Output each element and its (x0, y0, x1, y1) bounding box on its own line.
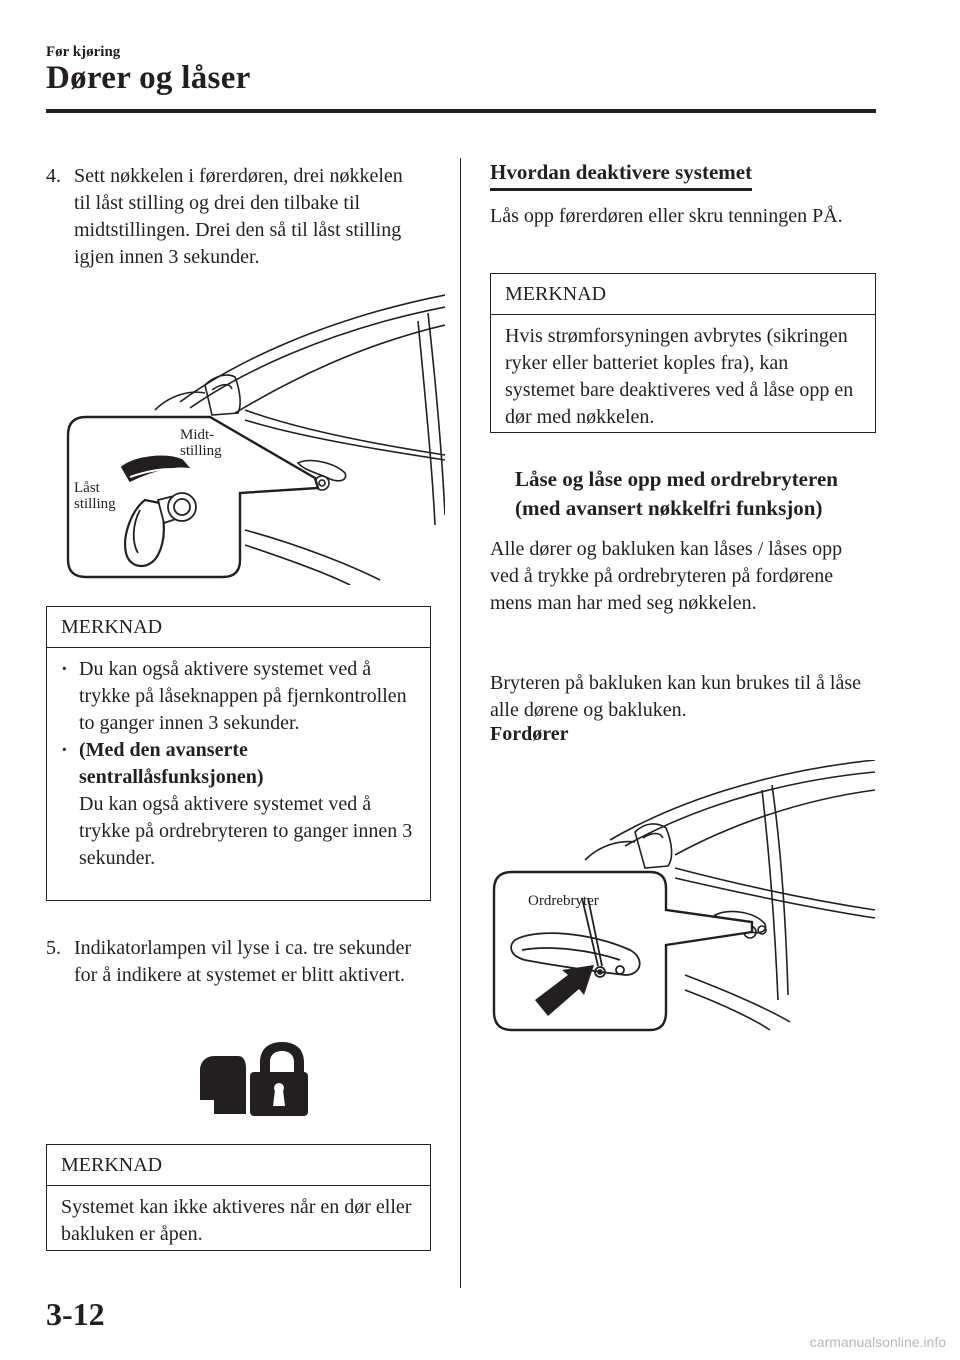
note-box-1 (46, 606, 431, 901)
step-5 (46, 935, 421, 989)
subheading: Låse og låse opp med ordrebryteren (med avansert nøkkelfri funksjon) (515, 467, 838, 520)
page-number: 3-12 (46, 1296, 105, 1332)
note-bullet-2 (61, 737, 416, 872)
paragraph-request-switch: Alle dører og bakluken kan låses / låses opp ved å trykke på ordrebryteren på fordørene mens man har med seg nøkkelen. (490, 538, 843, 614)
note-heading: MERKNAD (47, 1145, 430, 1186)
figure-request-switch (490, 760, 875, 1035)
note-box-2 (46, 1144, 431, 1251)
note-heading: MERKNAD (47, 607, 430, 648)
bullet-text: Du kan også aktivere systemet ved å trykke på ordrebryteren to ganger innen 3 sekunder. (79, 793, 413, 869)
watermark: carmanualsonline.info (809, 1334, 946, 1350)
column-divider (460, 158, 461, 1288)
bullet-dot: · (61, 658, 68, 680)
note-text: Hvis strømforsyningen avbrytes (sikringen ryker eller batteriet koples fra), kan systemet bare deaktiveres ved å låse opp en dør med nøkkelen. (505, 325, 854, 428)
paragraph-liftgate: Bryteren på bakluken kan kun brukes til å låse alle dørene og bakluken. (490, 672, 861, 721)
paragraph-deactivate: Lås opp førerdøren eller skru tenningen PÅ. (490, 205, 843, 227)
door-illustration (60, 285, 445, 585)
step-4 (46, 163, 416, 271)
note-bullet-1 (61, 656, 416, 737)
note-heading: MERKNAD (491, 274, 875, 315)
label-mid-position: Midt- stilling (180, 427, 222, 459)
figure-key-cylinder (60, 285, 445, 585)
header-rule (46, 109, 876, 113)
step-number: 5. (46, 937, 61, 959)
note-text: Systemet kan ikke aktiveres når en dør eller bakluken er åpen. (61, 1196, 412, 1245)
bullet-dot: · (61, 739, 68, 761)
bullet-bold-text: (Med den avanserte sentrallåsfunksjonen) (79, 739, 264, 788)
step-text: Sett nøkkelen i førerdøren, drei nøkkelen til låst stilling og drei den tilbake til midtstillingen. Drei den så til låst stilling igjen innen 3 sekunder. (74, 165, 403, 268)
step-text: Indikatorlampen vil lyse i ca. tre sekunder for å indikere at systemet er blitt aktivert. (74, 937, 412, 986)
label-front-doors: Fordører (490, 723, 569, 745)
bullet-text: Du kan også aktivere systemet ved å trykke på låseknappen på fjernkontrollen to ganger innen 3 sekunder. (79, 658, 407, 734)
note-box-3 (490, 273, 876, 433)
section-label: Før kjøring (46, 44, 121, 60)
label-request-switch: Ordrebryter (528, 893, 599, 909)
step-number: 4. (46, 165, 61, 187)
page-title: Dører og låser (46, 60, 251, 96)
label-locked-position: Låst stilling (74, 480, 116, 512)
heading-text: Hvordan deaktivere systemet (490, 160, 752, 191)
security-indicator-icon (198, 1040, 308, 1116)
section-heading (490, 160, 752, 191)
